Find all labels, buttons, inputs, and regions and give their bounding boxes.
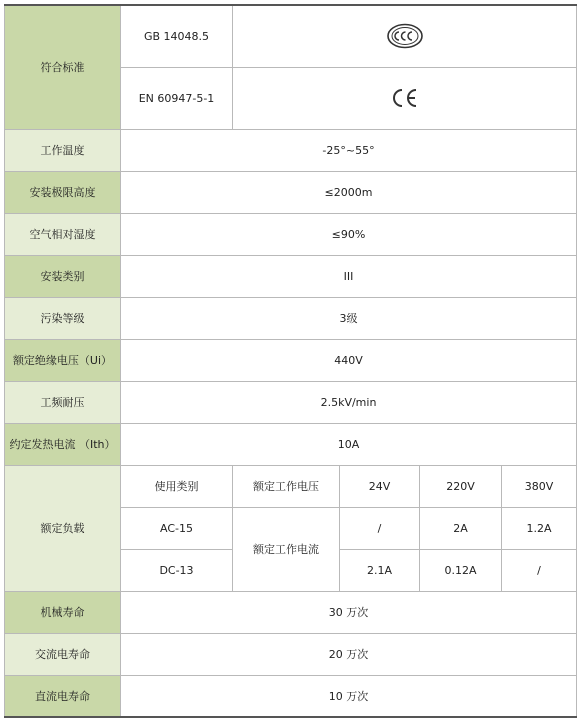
dc13-name: DC-13 xyxy=(121,549,233,591)
ce-mark-cell xyxy=(233,67,577,129)
voltage-380v: 380V xyxy=(502,465,577,507)
voltage-220v: 220V xyxy=(420,465,502,507)
spec-table xyxy=(4,4,577,718)
rated-current-label: 额定工作电流 xyxy=(233,507,340,591)
insulation-voltage-label: 额定绝缘电压（Ui） xyxy=(5,339,121,381)
work-temp-value: -25°~55° xyxy=(121,129,577,171)
standard-en: EN 60947-5-1 xyxy=(121,67,233,129)
rated-load-label: 额定负载 xyxy=(5,465,121,591)
dc-life-value: 10 万次 xyxy=(121,675,577,717)
work-temp-label: 工作温度 xyxy=(5,129,121,171)
ac-life-value: 20 万次 xyxy=(121,633,577,675)
humidity-value: ≤90% xyxy=(121,213,577,255)
ac15-380v: 1.2A xyxy=(502,507,577,549)
humidity-label: 空气相对湿度 xyxy=(5,213,121,255)
ac15-name: AC-15 xyxy=(121,507,233,549)
ac15-24v: / xyxy=(340,507,420,549)
altitude-value: ≤2000m xyxy=(121,171,577,213)
ce-conformity-icon xyxy=(391,88,419,108)
mech-life-label: 机械寿命 xyxy=(5,591,121,633)
rated-voltage-header: 额定工作电压 xyxy=(233,465,340,507)
ccc-mark-cell xyxy=(233,5,577,67)
power-freq-label: 工频耐压 xyxy=(5,381,121,423)
install-category-value: III xyxy=(121,255,577,297)
usage-category-header: 使用类别 xyxy=(121,465,233,507)
dc13-220v: 0.12A xyxy=(420,549,502,591)
mech-life-value: 30 万次 xyxy=(121,591,577,633)
dc-life-label: 直流电寿命 xyxy=(5,675,121,717)
standard-gb: GB 14048.5 xyxy=(121,5,233,67)
voltage-24v: 24V xyxy=(340,465,420,507)
power-freq-value: 2.5kV/min xyxy=(121,381,577,423)
ac15-220v: 2A xyxy=(420,507,502,549)
ccc-certification-icon xyxy=(386,23,424,49)
thermal-current-value: 10A xyxy=(121,423,577,465)
insulation-voltage-value: 440V xyxy=(121,339,577,381)
pollution-value: 3级 xyxy=(121,297,577,339)
thermal-current-label: 约定发热电流 （Ith） xyxy=(5,423,121,465)
install-category-label: 安装类别 xyxy=(5,255,121,297)
standard-label: 符合标准 xyxy=(5,5,121,129)
dc13-380v: / xyxy=(502,549,577,591)
dc13-24v: 2.1A xyxy=(340,549,420,591)
ac-life-label: 交流电寿命 xyxy=(5,633,121,675)
altitude-label: 安装极限高度 xyxy=(5,171,121,213)
pollution-label: 污染等级 xyxy=(5,297,121,339)
